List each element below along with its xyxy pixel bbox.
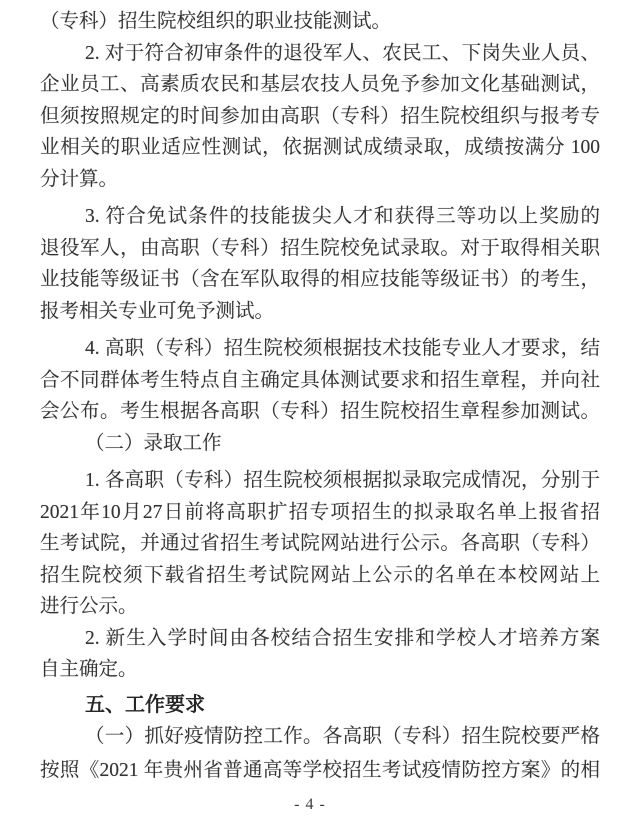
doc-line: 分计算。 [40,168,119,190]
doc-line: 企业员工、高素质农民和基层农技人员免予参加文化基础测试， [40,74,600,95]
doc-line: （一）抓好疫情防控工作。各高职（专科）招生院校要严格 [85,726,600,747]
doc-line: 3. 符合免试条件的技能拔尖人才和获得三等功以上奖励的 [85,206,600,227]
doc-line: 报考相关专业可免予测试。 [40,300,275,322]
section-heading: 五、工作要求 [85,693,205,716]
doc-line: 进行公示。 [40,596,138,617]
doc-line: 业相关的职业适应性测试，依据测试成绩录取，成绩按满分 100 [40,137,600,158]
doc-line: 1. 各高职（专科）招生院校须根据拟录取完成情况，分别于 [85,470,600,491]
doc-line: 4. 高职（专科）招生院校须根据技术技能专业人才要求，结 [85,338,600,359]
doc-line: 合不同群体考生特点自主确定具体测试要求和招生章程，并向社 [40,369,600,391]
doc-line: 2. 新生入学时间由各校结合招生安排和学校人才培养方案 [85,627,600,649]
document-page-body [40,6,600,786]
doc-line: 会公布。考生根据各高职（专科）招生院校招生章程参加测试。 [40,401,600,422]
doc-line: 自主确定。 [40,659,138,680]
doc-line: 2021年10月27日前将高职扩招专项招生的拟录取名单上报省招 [40,501,600,523]
doc-line: 2. 对于符合初审条件的退役军人、农民工、下岗失业人员、 [85,42,600,64]
page-number: - 4 - [294,796,326,813]
doc-line: 招生院校须下载省招生考试院网站上公示的名单在本校网站上 [40,564,600,586]
doc-line: （专科）招生院校组织的职业技能测试。 [40,11,392,32]
doc-line: 但须按照规定的时间参加由高职（专科）招生院校组织与报考专 [40,105,600,127]
doc-line: 生考试院，并通过省招生考试院网站进行公示。各高职（专科） [40,533,600,554]
doc-line: 退役军人，由高职（专科）招生院校免试录取。对于取得相关职 [40,237,600,259]
doc-line: 按照《2021 年贵州省普通高等学校招生考试疫情防控方案》的相 [40,759,600,781]
doc-subsection-line: （二）录取工作 [85,432,222,454]
doc-line: 业技能等级证书（含在军队取得的相应技能等级证书）的考生， [40,269,600,290]
